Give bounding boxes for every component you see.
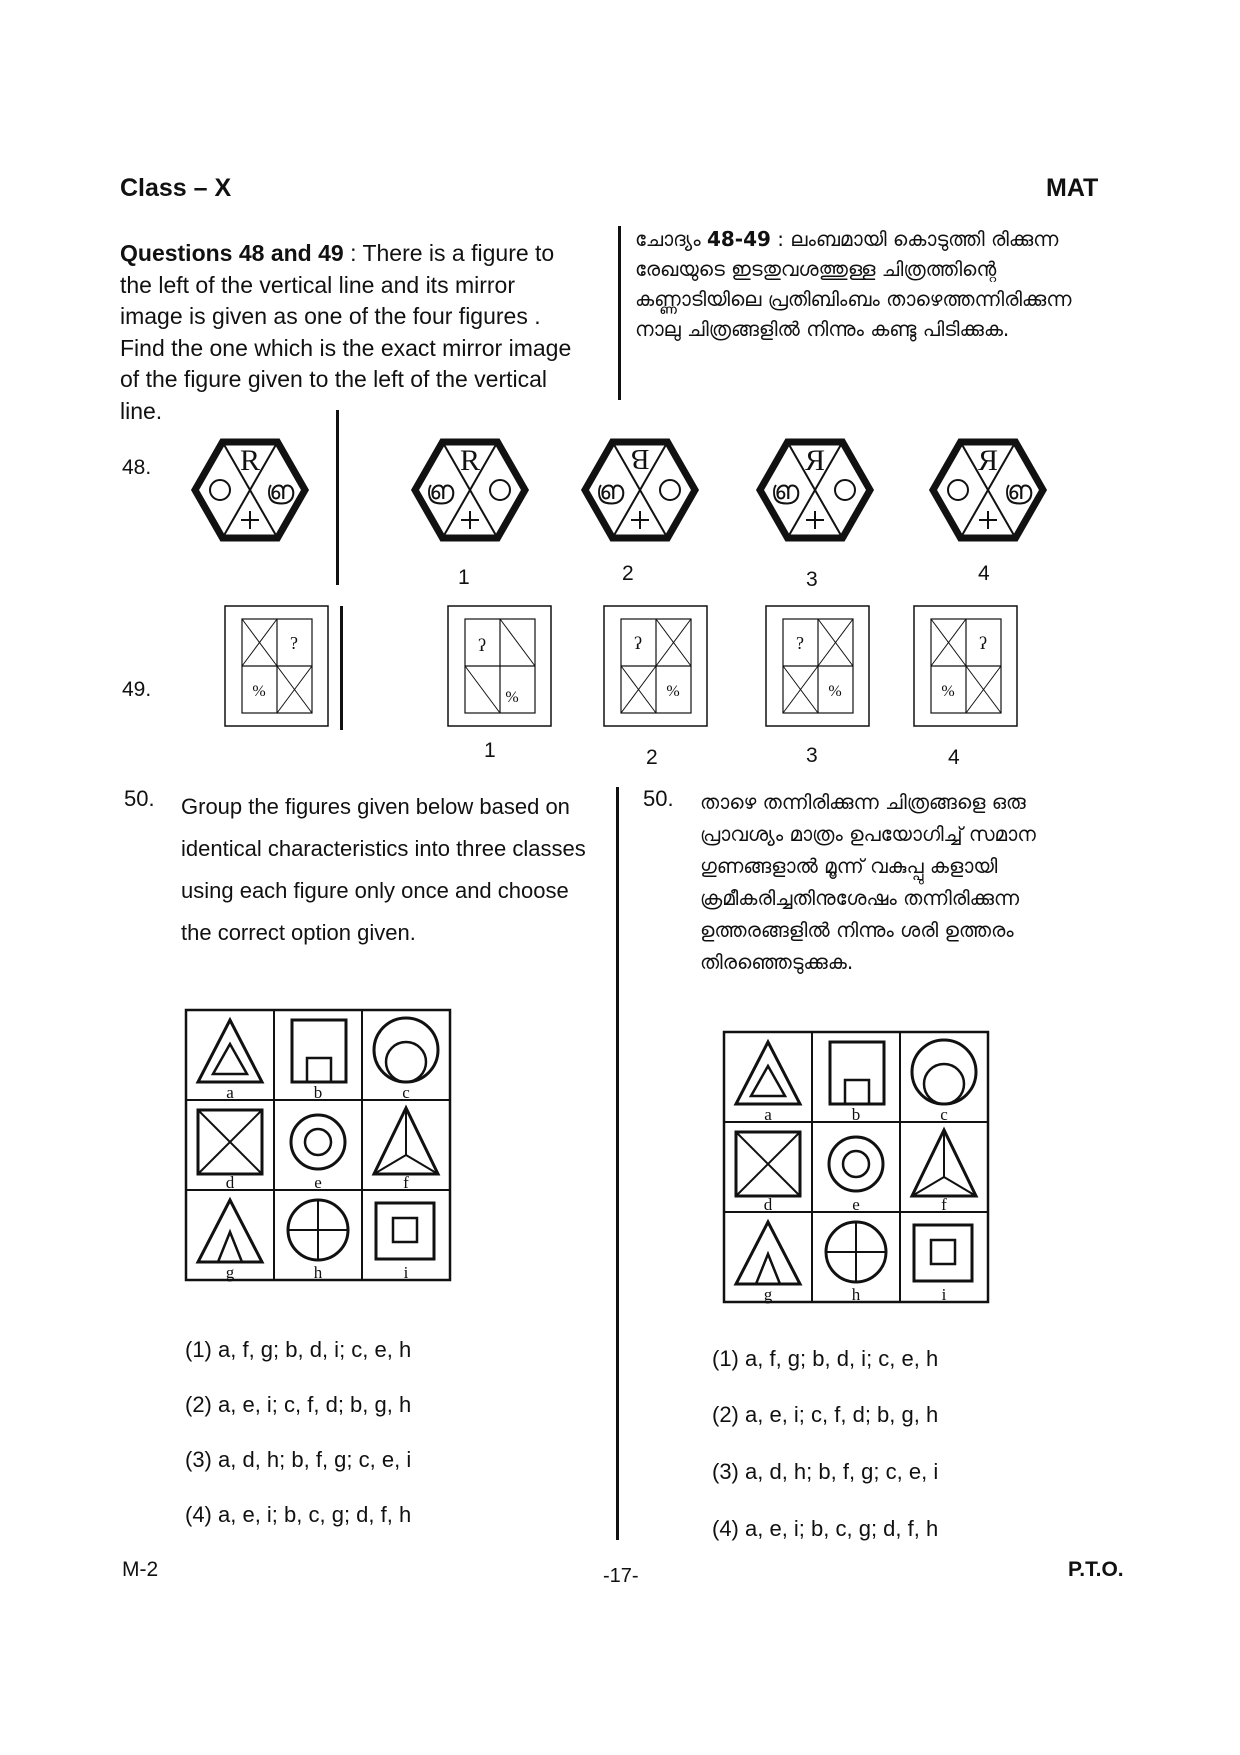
q49-o1-mark: ʔ [478,635,486,655]
q50-ml-label-c: c [940,1105,948,1124]
q50-en-label-c: c [402,1083,410,1102]
q50-number-ml: 50. [643,786,674,811]
q48-o3-letter: Я [804,444,826,477]
q49-option-1-label: 1 [484,739,496,762]
q50-en-option-2[interactable]: (2) a, e, i; c, f, d; b, g, h [185,1392,412,1417]
q49-o2-mark: ʔ [634,633,642,653]
q50-en-label-g: g [225,1263,235,1282]
q48-49-heading: Questions 48 and 49 [120,240,344,266]
q50-number-en: 50. [124,786,155,811]
q50-en-label-b: b [313,1083,323,1102]
q48-option-1-label: 1 [458,566,470,589]
q48-o4-letter: Я [977,444,999,477]
q49-o4-mark: ʔ [979,633,987,653]
q49-o2-percent: % [666,683,680,700]
q50-ml-option-3[interactable]: (3) a, d, h; b, f, g; c, e, i [712,1459,939,1484]
q50-en-label-a: a [226,1083,234,1102]
q50-text-en: Group the figures given below based on identical characteristics into three classes using each figure only once and choose the correct option given. [181,794,586,945]
q48-option-2-label: 2 [622,562,634,585]
q50-grid-en [186,1010,450,1282]
q50-en-label-f: f [403,1173,409,1192]
q50-ml-option-2[interactable]: (2) a, e, i; c, f, d; b, g, h [712,1402,939,1427]
q50-ml-label-e: e [852,1195,860,1214]
q48-q-symbol: ൏ [265,476,295,505]
q49-option-4-label: 4 [948,746,960,769]
q50-en-option-4[interactable]: (4) a, e, i; b, c, g; d, f, h [185,1502,412,1527]
q50-ml-option-1[interactable]: (1) a, f, g; b, d, i; c, e, h [712,1346,939,1371]
q50-en-label-d: d [225,1173,235,1192]
pto-label: P.T.O. [1068,1558,1124,1581]
q48-o2-letter: B [630,443,650,474]
q49-o1-percent: % [505,689,519,706]
q48-o1-symbol: ൏ [425,476,455,505]
q50-ml-label-b: b [851,1105,861,1124]
q49-number: 49. [122,678,152,701]
q49-o3-percent: % [828,683,842,700]
q48-o1-letter: R [459,444,481,477]
q50-ml-label-f: f [941,1195,947,1214]
q50-en-option-1[interactable]: (1) a, f, g; b, d, i; c, e, h [185,1337,412,1362]
q50-ml-label-g: g [763,1285,773,1304]
q50-ml-option-4[interactable]: (4) a, e, i; b, c, g; d, f, h [712,1516,939,1541]
q48-49-ml-prefix: ചോദ്യം [635,227,707,251]
q49-option-2-label: 2 [646,746,658,769]
q48-option-3-label: 3 [806,568,818,591]
footer-code: M-2 [122,1558,159,1581]
q50-en-label-e: e [314,1173,322,1192]
q50-ml-label-i: i [941,1285,947,1304]
q49-option-3-label: 3 [806,744,818,767]
q50-ml-label-d: d [763,1195,773,1214]
q49-q-percent: % [252,683,266,700]
subject-label: MAT [1046,174,1099,202]
q50-en-label-h: h [313,1263,323,1282]
q48-number: 48. [122,456,152,479]
q49-o4-percent: % [941,683,955,700]
q49-q-mark: ? [290,633,298,653]
q48-o4-symbol: ൏ [1003,476,1033,505]
q50-ml-label-a: a [764,1105,772,1124]
q48-49-instructions-text: : There is a figure to the left of the vertical line and its mirror image is given as one of the four figures . Find the one which is the exact mirror image of the figure given to the left of the vertical line. [120,240,572,424]
q50-en-option-3[interactable]: (3) a, d, h; b, f, g; c, e, i [185,1447,412,1472]
class-label: Class – X [120,174,232,202]
q48-q-letter: R [239,444,261,477]
page-number: -17- [603,1565,639,1587]
q50-text-ml: താഴെ തന്നിരിക്കുന്ന ചിത്രങ്ങളെ ഒരു പ്രാവശ്യം മാത്രം ഉപയോഗിച്ച് സമാന ഗുണങ്ങളാൽ മൂന്ന് വകുപ്പു കളായി ക്രമീകരിച്ചതിനുശേഷം തന്നിരിക്കുന്ന ഉത്തരങ്ങളിൽ നിന്നും ശരി ഉത്തരം തിരഞ്ഞെടുക്കുക. [700,790,1036,974]
q48-49-ml-heading: 48-49 [706,227,771,251]
q48-o2-symbol: ൏ [595,476,625,505]
q50-grid-ml [724,1032,988,1304]
q48-option-4-label: 4 [978,562,990,585]
q48-49-ml-text: : ലംബമായി കൊടുത്തി രിക്കുന്ന രേഖയുടെ ഇടതുവശത്തുള്ള ചിത്രത്തിന്റെ കണ്ണാടിയിലെ പ്രതിബിംബം താഴെത്തന്നിരിക്കുന്ന നാലു ചിത്രങ്ങളിൽ നിന്നും കണ്ടു പിടിക്കുക. [635,227,1072,341]
q48-o3-symbol: ൏ [770,476,800,505]
q49-o3-mark: ? [796,633,804,653]
q50-ml-label-h: h [851,1285,861,1304]
q50-en-label-i: i [403,1263,409,1282]
